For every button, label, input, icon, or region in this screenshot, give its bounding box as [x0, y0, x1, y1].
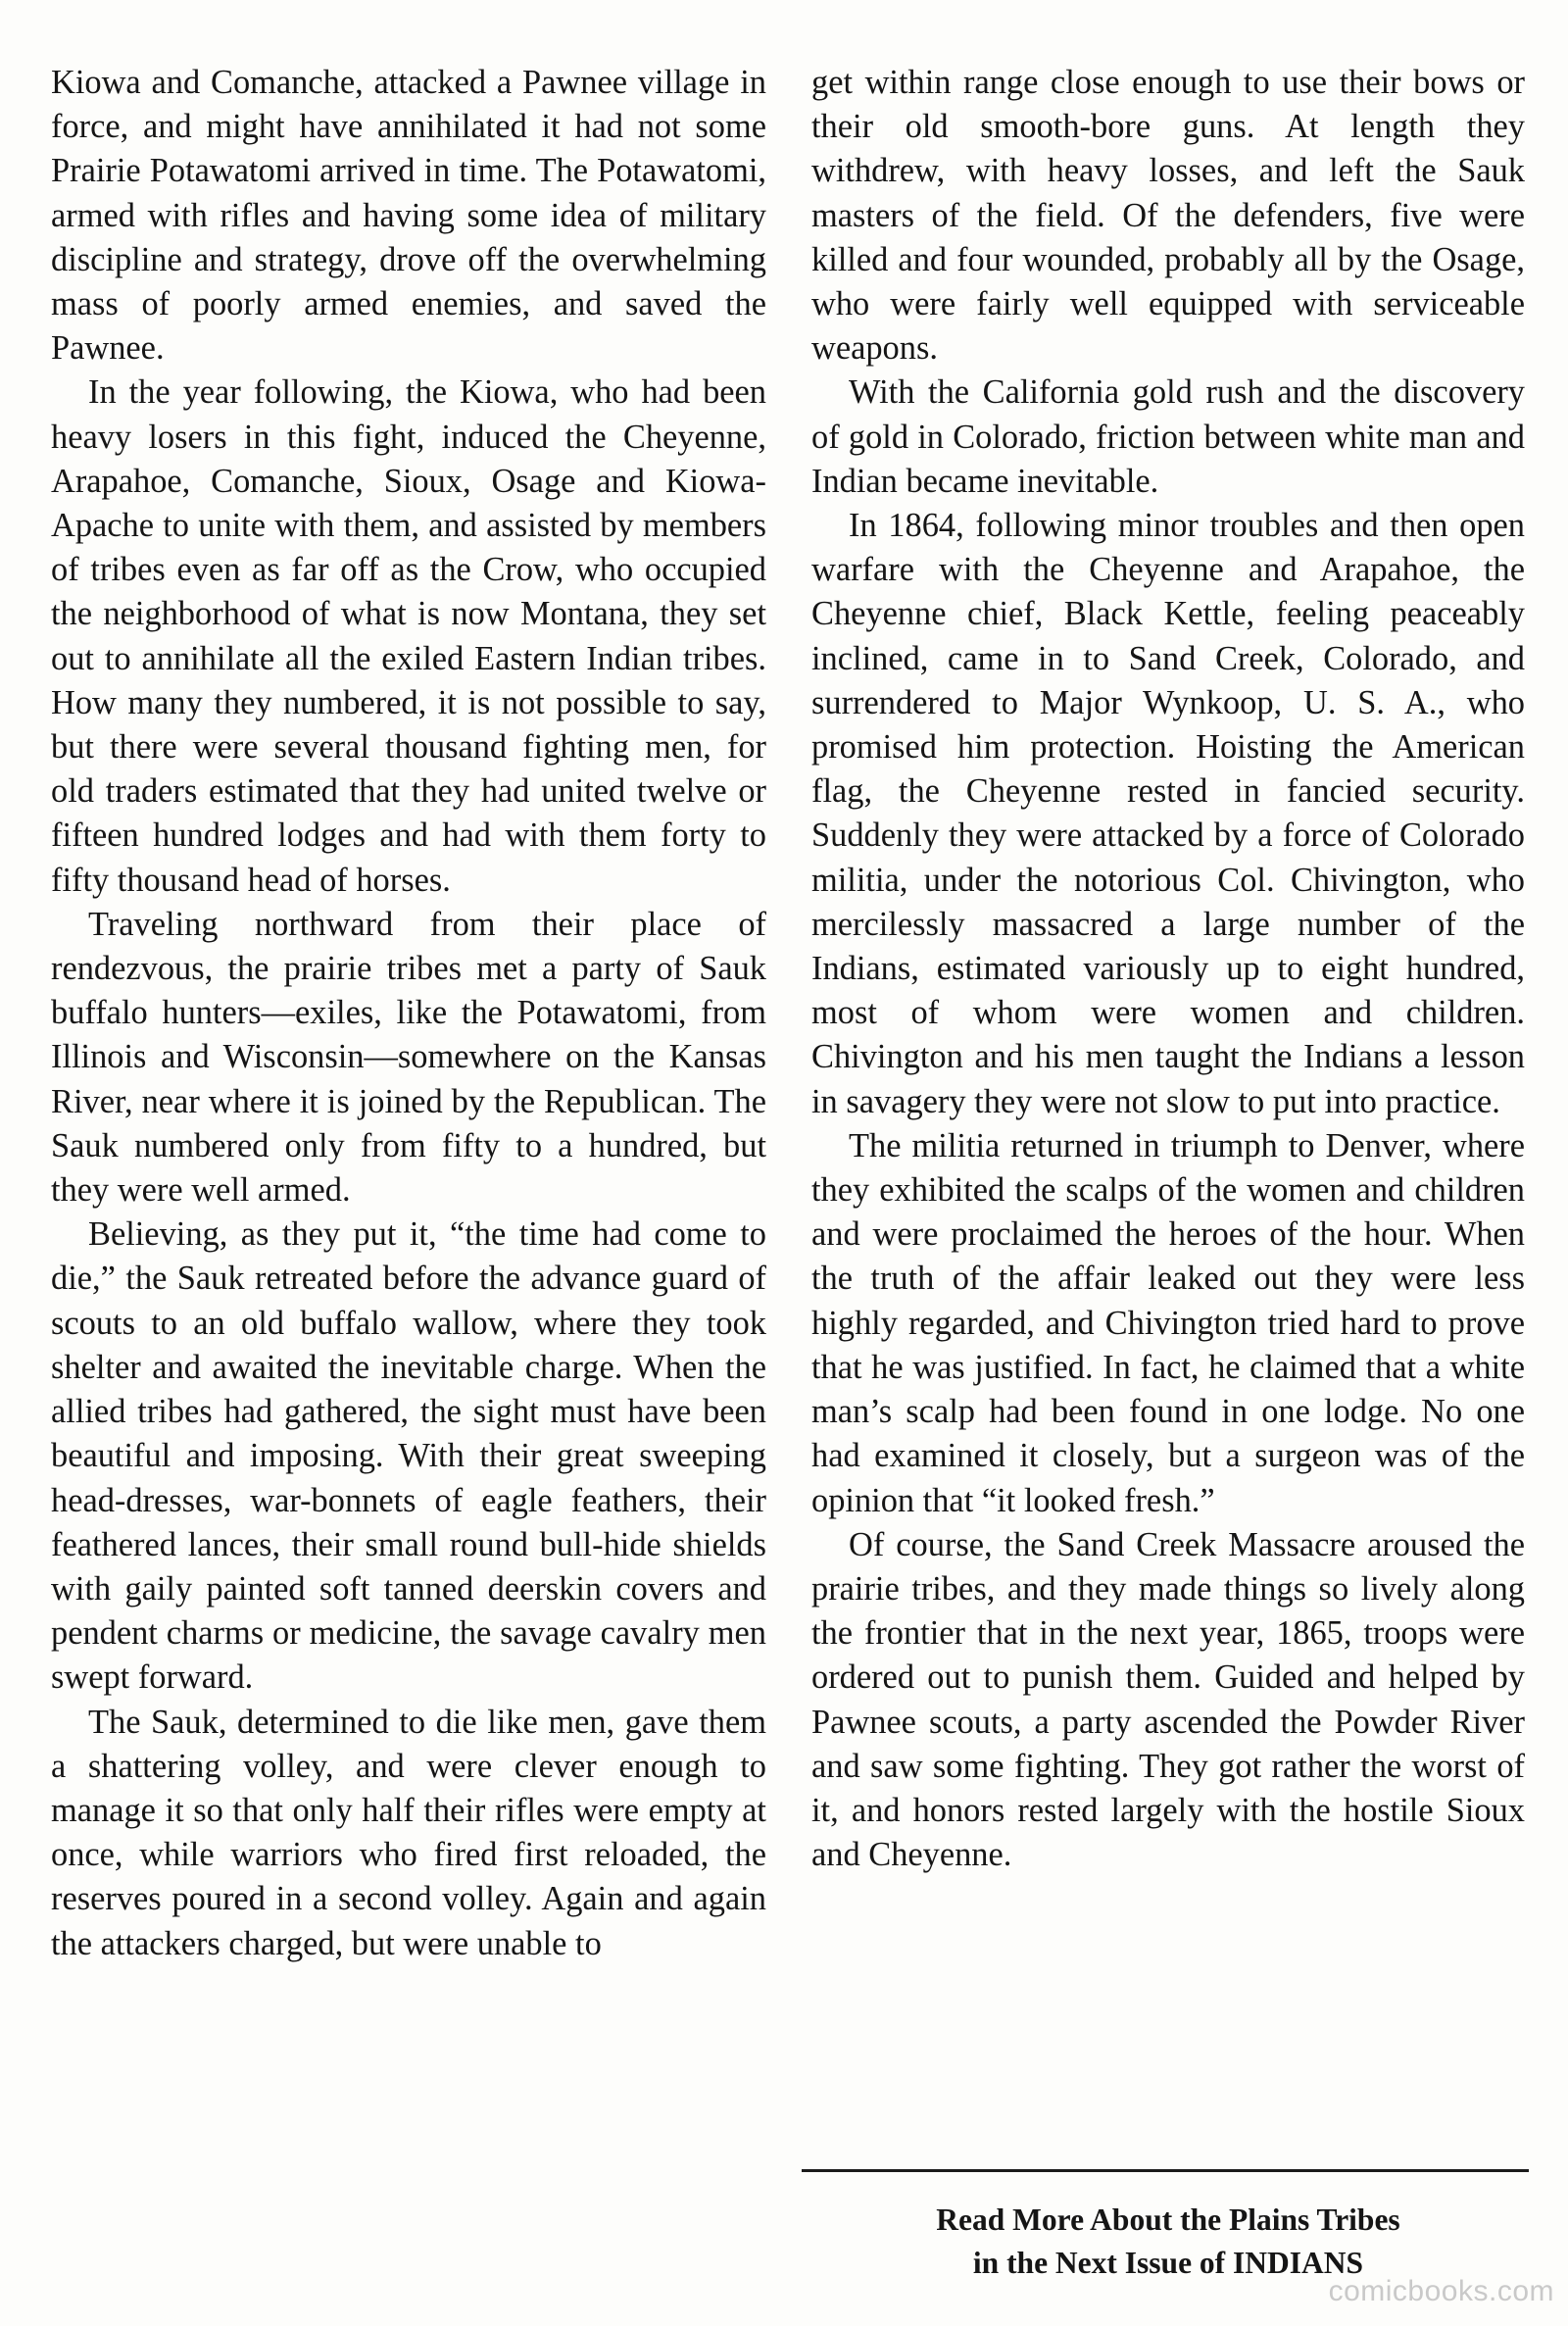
paragraph: Traveling northward from their place of rendezvous, the prairie tribes met a party of Sauk buffalo hunters—exiles, like the Potawatomi, from Illinois and Wisconsin—somewhere on the Kansas River, near where it is joined by the Republican. The Sauk numbered only from fifty to a hundred, but they were well armed.: [51, 905, 766, 1210]
left-column: [51, 61, 766, 1966]
paragraph: get within range close enough to use their bows or their old smooth-bore guns. At length they withdrew, with heavy losses, and left the Sauk masters of the field. Of the defenders, five were killed and four wounded, probably all by the Osage, who were fairly well equipped with serviceable weapons.: [811, 64, 1525, 368]
paragraph: With the California gold rush and the discovery of gold in Colorado, friction between white man and Indian became inevitable.: [811, 373, 1525, 500]
promo-line-2: in the Next Issue of INDIANS: [972, 2246, 1364, 2280]
next-issue-promo: [811, 2199, 1525, 2285]
paragraph: Of course, the Sand Creek Massacre aroused the prairie tribes, and they made things so lively along the frontier that in the next year, 1865, troops were ordered out to punish them. Guided and helped by Pawnee scouts, a party ascended the Powder River and saw some fighting. They got rather the worst of it, and honors rested largely with the hostile Sioux and Cheyenne.: [811, 1525, 1525, 1874]
watermark: comicbooks.com: [1328, 2275, 1554, 2307]
paragraph: In 1864, following minor troubles and then open warfare with the Cheyenne and Arapahoe, the Cheyenne chief, Black Kettle, feeling peaceably inclined, came in to Sand Creek, Colorado, and surrendered to Major Wynkoop, U. S. A., who promised him protection. Hoisting the American flag, the Cheyenne rested in fancied security. Suddenly they were attacked by a force of Colorado militia, under the notorious Col. Chivington, who mercilessly massacred a large number of the Indians, estimated variously up to eight hundred, most of whom were women and children. Chivington and his men taught the Indians a lesson in savagery they were not slow to put into practice.: [811, 507, 1525, 1120]
right-column: [811, 61, 1525, 1877]
paragraph: In the year following, the Kiowa, who had been heavy losers in this fight, induced the Cheyenne, Arapahoe, Comanche, Sioux, Osage and Kiowa-Apache to unite with them, and assisted by members of tribes even as far off as the Crow, who occupied the neighborhood of what is now Montana, they set out to annihilate all the exiled Eastern Indian tribes. How many they numbered, it is not possible to say, but there were several thousand fighting men, for old traders estimated that they had united twelve or fifteen hundred lodges and had with them forty to fifty thousand head of horses.: [51, 373, 766, 899]
paragraph: The Sauk, determined to die like men, gave them a shattering volley, and were clever enough to manage it so that only half their rifles were empty at once, while warriors who fired first reloaded, the reserves poured in a second volley. Again and again the attackers charged, but were unable to: [51, 1703, 766, 1962]
paragraph: Kiowa and Comanche, attacked a Pawnee village in force, and might have annihilated it had not some Prairie Potawatomi arrived in time. The Potawatomi, armed with rifles and having some idea of military discipline and strategy, drove off the overwhelming mass of poorly armed enemies, and saved the Pawnee.: [51, 64, 766, 368]
paragraph: Believing, as they put it, “the time had come to die,” the Sauk retreated before the advance guard of scouts to an old buffalo wallow, where they took shelter and awaited the inevitable charge. When the allied tribes had gathered, the sight must have been beautiful and imposing. With their great sweeping head-dresses, war-bonnets of eagle feathers, their feathered lances, their small round bull-hide shields with gaily painted soft tanned deerskin covers and pendent charms or medicine, the savage cavalry men swept forward.: [51, 1215, 766, 1697]
promo-line-1: Read More About the Plains Tribes: [936, 2202, 1400, 2237]
divider-rule: [802, 2169, 1529, 2172]
paragraph: The militia returned in triumph to Denver, where they exhibited the scalps of the women and children and were proclaimed the heroes of the hour. When the truth of the affair leaked out they were less highly regarded, and Chivington tried hard to prove that he was justified. In fact, he claimed that a white man’s scalp had been found in one lodge. No one had examined it closely, but a surgeon was of the opinion that “it looked fresh.”: [811, 1126, 1525, 1519]
